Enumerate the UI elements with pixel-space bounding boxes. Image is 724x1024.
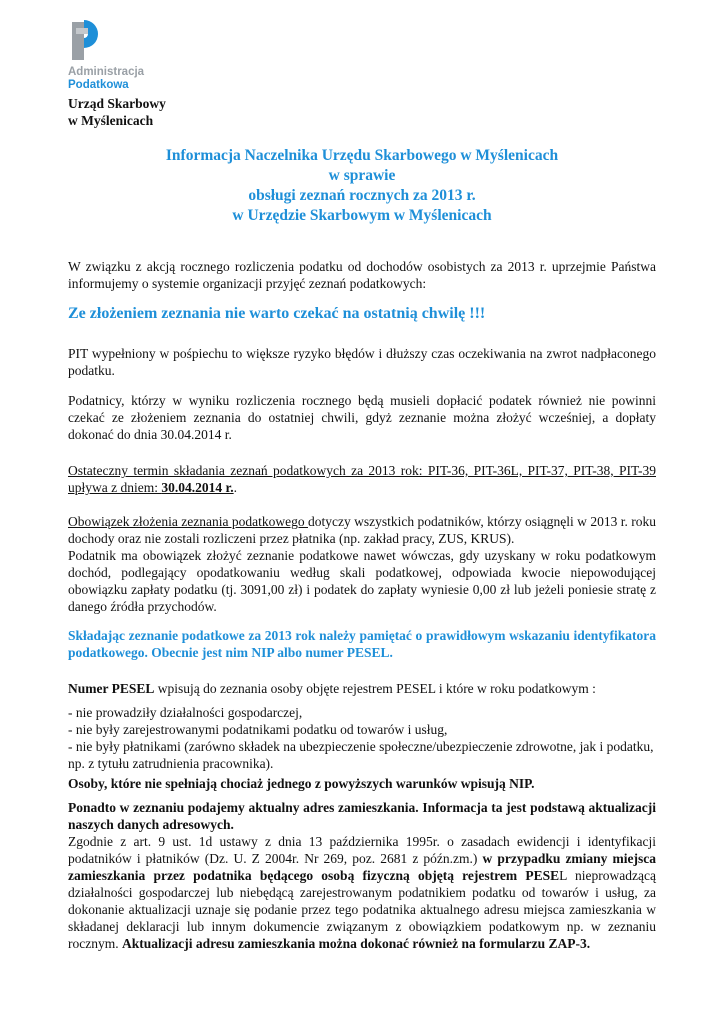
document-title: [0, 146, 724, 226]
intro-text: W związku z akcją rocznego rozliczenia podatku od dochodów osobistych za 2013 r. uprzejmie Państwa informujemy o systemie organizacji przyjęć zeznań podatkowych:: [68, 259, 656, 291]
headline: Ze złożeniem zeznania nie warto czekać na ostatnią chwilę !!!: [68, 305, 486, 322]
address-paragraph: [68, 799, 656, 952]
logo-text-line1: Administracja: [68, 66, 145, 78]
office-line2: w Myślenicach: [68, 113, 154, 128]
title-line2: w sprawie: [328, 167, 396, 184]
title-line3: obsługi zeznań rocznych za 2013 r.: [248, 187, 476, 204]
list-item: - nie prowadziły działalności gospodarczej,: [68, 705, 303, 720]
p2-text: Podatnicy, którzy w wyniku rozliczenia rocznego będą musieli dopłacić podatek również nie powinni czekać ze złożeniem zeznania do ostatniej chwili, gdyż zeznanie można złożyć wcześniej, a dopłaty dokonać do dnia 30.04.2014 r.: [68, 393, 656, 442]
logo-text-line2: Podatkowa: [68, 79, 129, 91]
address-b2: w przypadku zmiany miejsca zamieszkania przez podatnika będącego osobą fizyczną objętą rejestrem PESE: [68, 851, 657, 883]
nip-text: Osoby, które nie spełniają chociaż jednego z powyższych warunków wpisują NIP.: [68, 776, 535, 791]
paragraph-2: [68, 392, 656, 443]
nip-paragraph: [68, 775, 656, 792]
pesel-conditions-list: [68, 704, 656, 772]
address-t1: Zgodnie z art. 9 ust. 1d ustawy z dnia 13 października 1995r. o zasadach ewidencji i identyfikacji podatników i płatników (Dz. U. Z 2004r. Nr 269, poz. 2681 z późn.zm.): [68, 834, 656, 866]
obligation-paragraph: [68, 513, 656, 615]
pesel-lead: Numer PESEL: [68, 681, 155, 696]
address-t2: L nieprowadzącą działalności gospodarczej lub niebędącą zarejestrowanym podatnikiem podatku od towarów i usług, za dokonanie aktualizacji uznaje się podanie przez tego podatnika aktualnego adresu miejsca zamieszkania w składanej deklaracji lub innym dokumencie związanym z obowiązkiem podatkowym np. w zeznaniu rocznym.: [68, 868, 656, 951]
list-item: - nie były zarejestrowanymi podatnikami podatku od towarów i usług,: [68, 722, 448, 737]
paragraph-1: [68, 345, 656, 379]
deadline-date: 30.04.2014 r.: [161, 480, 234, 495]
list-item: - nie były płatnikami (zarówno składek na ubezpieczenie społeczne/ubezpieczenie zdrowotne, jak i podatku, np. z tytułu zatrudnienia pracownika).: [68, 739, 654, 771]
identifier-notice: [68, 627, 656, 661]
obligation-rest: dotyczy wszystkich podatników, którzy osiągnęli w 2013 r. roku dochody oraz nie zostali rozliczeni przez płatnika (np. zakład pracy, ZUS, KRUS).: [68, 514, 656, 546]
logo-emblem-icon: [66, 16, 106, 66]
title-line4: w Urzędzie Skarbowym w Myślenicach: [232, 207, 492, 224]
notice-text: Składając zeznanie podatkowe za 2013 rok należy pamiętać o prawidłowym wskazaniu identyfikatora podatkowego. Obecnie jest nim NIP albo numer PESEL.: [68, 628, 656, 660]
address-b3: Aktualizacji adresu zamieszkania można dokonać również na formularzu ZAP-3.: [121, 936, 591, 951]
title-line1: Informacja Naczelnika Urzędu Skarbowego w Myślenicach: [165, 147, 559, 164]
deadline-text: Ostateczny termin składania zeznań podatkowych za 2013 rok: PIT-36, PIT-36L, PIT-37, PIT-38, PIT-39 upływa z dniem:: [68, 463, 656, 495]
intro-paragraph: [68, 258, 656, 292]
obligation-p2: Podatnik ma obowiązek złożyć zeznanie podatkowe nawet wówczas, gdy uzyskany w roku podatkowym dochód, podlegający opodatkowaniu według skali podatkowej, odpowiada kwocie niepowodującej obowiązku zapłaty podatku (tj. 3091,00 zł) i podatek do zapłaty wyniesie 0,00 zł lub jeżeli poniesie stratę z danego źródła przychodów.: [68, 548, 656, 614]
pesel-paragraph: [68, 680, 656, 697]
office-line1: Urząd Skarbowy: [68, 96, 166, 111]
address-bold1: Ponadto w zeznaniu podajemy aktualny adres zamieszkania. Informacja ta jest podstawą aktualizacji naszych danych adresowych.: [68, 800, 656, 832]
obligation-lead: Obowiązek złożenia zeznania podatkowego: [68, 514, 308, 529]
office-name: [68, 95, 166, 129]
pesel-rest: wpisują do zeznania osoby objęte rejestrem PESEL i które w roku podatkowym :: [154, 681, 596, 696]
deadline-paragraph: [68, 462, 656, 496]
deadline-end: .: [233, 480, 237, 495]
p1-text: PIT wypełniony w pośpiechu to większe ryzyko błędów i dłuższy czas oczekiwania na zwrot nadpłaconego podatku.: [68, 346, 656, 378]
administracja-podatkowa-logo: [66, 16, 156, 96]
